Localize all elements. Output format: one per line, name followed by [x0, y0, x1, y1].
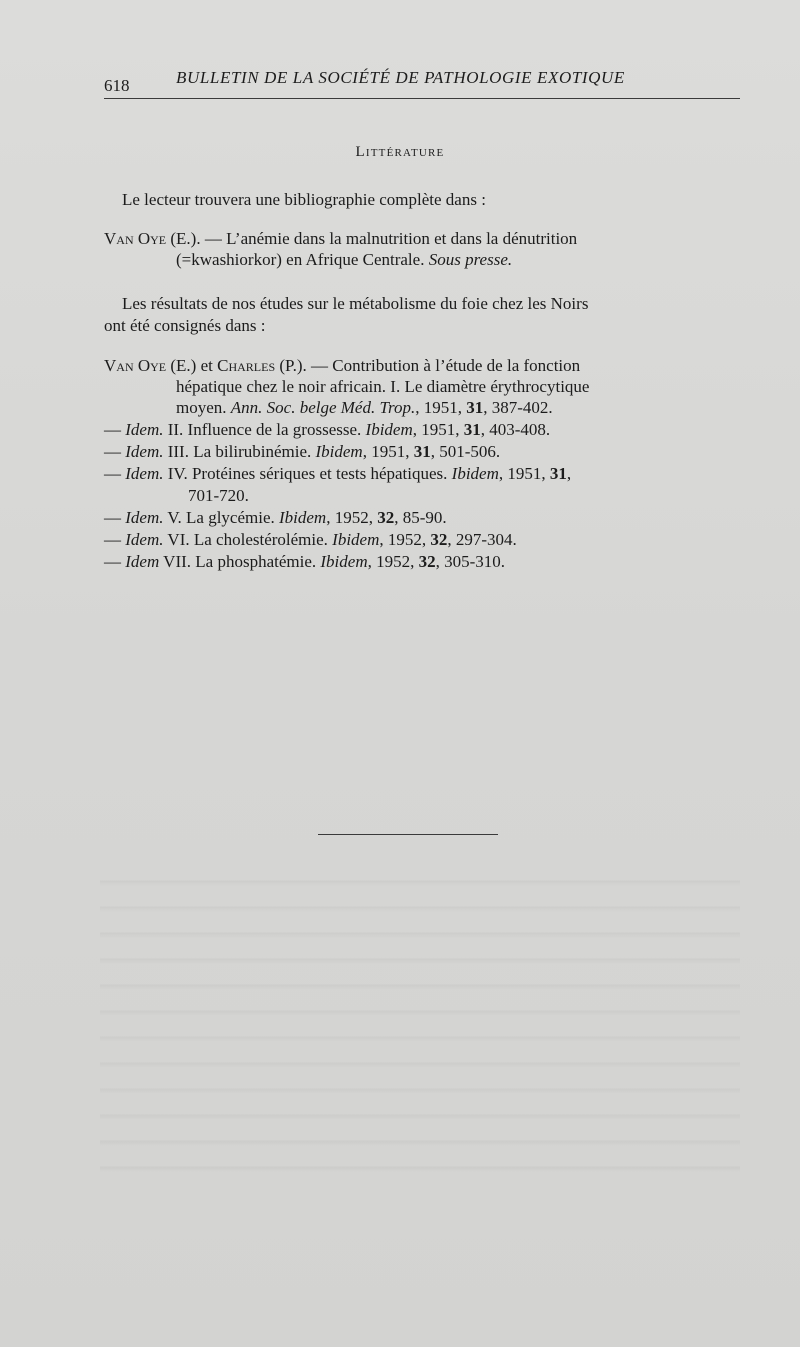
reference-pages: , 403-408. — [480, 420, 551, 439]
idem-reference — [104, 552, 505, 572]
idem-reference — [104, 530, 517, 550]
reference-main-line2: hépatique chez le noir africain. I. Le diamètre érythrocytique — [176, 377, 590, 396]
reference-text: , 1952, — [326, 508, 378, 527]
reference-text: (E.). — L’anémie dans la malnutrition et dans la dénutrition — [166, 229, 578, 248]
paragraph-line1: Les résultats de nos études sur le métabolisme du foie chez les Noirs — [122, 294, 589, 313]
volume-number: 32 — [430, 530, 448, 549]
ibidem-label: Ibidem — [332, 530, 380, 549]
reference-text: , 1952, — [367, 552, 419, 571]
reference-pages: , 305-310. — [435, 552, 506, 571]
dash: — — [104, 508, 126, 527]
idem-reference-continuation: 701-720. — [188, 486, 249, 505]
reference-status: Sous presse. — [428, 250, 513, 269]
idem-label: Idem. — [125, 530, 164, 549]
reference-text: (=kwashiorkor) en Afrique Centrale. — [176, 250, 429, 269]
dash: — — [104, 420, 126, 439]
idem-reference — [104, 442, 500, 462]
reference-text: , 1951, — [498, 464, 550, 483]
show-through-text — [100, 860, 740, 1190]
reference-pages: , — [566, 464, 572, 483]
reference-text: , 1951, — [412, 420, 464, 439]
reference-main-line3 — [176, 398, 553, 418]
reference-text: III. La bilirubinémie. — [163, 442, 316, 461]
reference-text: (E.) et — [166, 356, 218, 375]
idem-reference — [104, 464, 571, 484]
intro-text: Le lecteur trouvera une bibliographie complète dans : — [122, 190, 486, 209]
idem-label: Idem. — [125, 420, 164, 439]
ibidem-label: Ibidem — [365, 420, 413, 439]
volume-number: 31 — [463, 420, 481, 439]
ibidem-label: Ibidem — [320, 552, 368, 571]
idem-reference — [104, 420, 550, 440]
reference-main-line1 — [104, 356, 580, 376]
reference-pages: , 85-90. — [394, 508, 447, 527]
ibidem-label: Ibidem — [279, 508, 327, 527]
reference-text: , 1951, — [415, 398, 467, 417]
volume-number: 32 — [377, 508, 395, 527]
reference-van-oye-line1 — [104, 229, 577, 249]
reference-pages: , 501-506. — [430, 442, 501, 461]
reference-text: V. La glycémie. — [163, 508, 279, 527]
reference-text: VI. La cholestérolémie. — [163, 530, 333, 549]
idem-reference — [104, 508, 447, 528]
page-number: 618 — [104, 76, 130, 95]
reference-text: moyen. — [176, 398, 231, 417]
dash: — — [104, 530, 126, 549]
idem-label: Idem. — [125, 508, 164, 527]
dash: — — [104, 552, 126, 571]
paragraph-line2: ont été consignés dans : — [104, 316, 266, 335]
reference-author: Van Oye — [104, 356, 167, 375]
reference-author: Charles — [217, 356, 276, 375]
dash: — — [104, 442, 126, 461]
idem-label: Idem — [125, 552, 160, 571]
volume-number: 31 — [549, 464, 567, 483]
reference-text: , 1951, — [362, 442, 414, 461]
journal-name: Ann. Soc. belge Méd. Trop. — [230, 398, 416, 417]
reference-text: (P.). — Contribution à l’étude de la fonction — [275, 356, 581, 375]
idem-label: Idem. — [125, 464, 164, 483]
ibidem-label: Ibidem — [451, 464, 499, 483]
running-title: BULLETIN DE LA SOCIÉTÉ DE PATHOLOGIE EXOTIQUE — [176, 68, 625, 87]
dash: — — [104, 464, 126, 483]
reference-text: II. Influence de la grossesse. — [163, 420, 366, 439]
ibidem-label: Ibidem — [315, 442, 363, 461]
volume-number: 31 — [413, 442, 431, 461]
idem-label: Idem. — [125, 442, 164, 461]
reference-text: , 1952, — [379, 530, 431, 549]
reference-text: , 387-402. — [483, 398, 553, 417]
page-header — [104, 64, 740, 99]
reference-pages: , 297-304. — [447, 530, 517, 549]
volume-number: 32 — [418, 552, 436, 571]
reference-text: VII. La phosphatémie. — [159, 552, 321, 571]
reference-van-oye-line2 — [176, 250, 512, 270]
reference-author: Van Oye — [104, 229, 167, 248]
section-title: Littérature — [355, 144, 445, 160]
reference-text: IV. Protéines sériques et tests hépatiques. — [163, 464, 452, 483]
end-rule — [318, 834, 498, 835]
volume-number: 31 — [466, 398, 484, 417]
